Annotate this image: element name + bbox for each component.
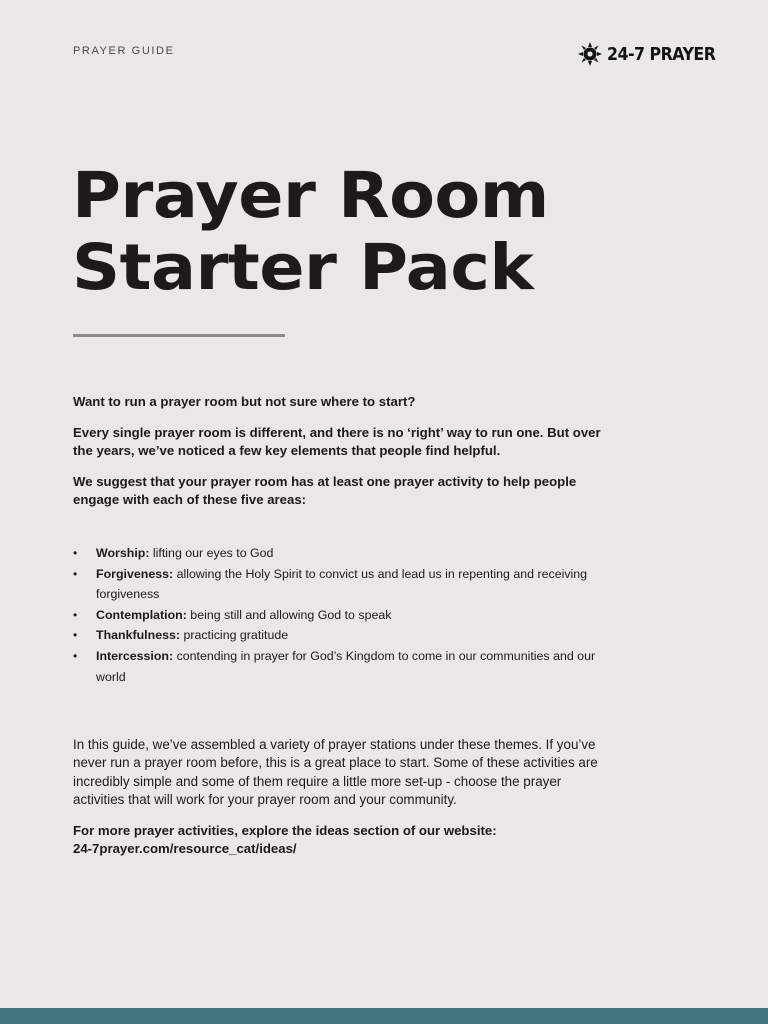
footer-bar [0,1008,768,1024]
area-term: Intercession: [96,648,174,663]
intro-suggest: We suggest that your prayer room has at least one prayer activity to help people engage with each of these five areas: [73,474,577,507]
area-term: Worship: [96,546,150,560]
area-term: Thankfulness: [96,628,180,643]
area-term: Forgiveness: [96,566,174,581]
brand-logo[interactable] [577,41,730,67]
list-item-intercession [73,646,603,687]
brand-logo-text: 24-7 PRAYER [607,43,716,65]
list-item-thankfulness [73,625,603,646]
area-term: Contemplation: [96,607,187,622]
eyebrow-label: PRAYER GUIDE [73,45,175,57]
list-item-contemplation [73,605,603,626]
bullet-icon: • [73,566,78,581]
area-desc: allowing the Holy Spirit to convict us and lead us in repenting and receiving forgiveness [96,566,588,602]
website-link[interactable]: 24-7prayer.com/resource_cat/ideas/ [73,840,297,856]
list-item-forgiveness [73,564,603,605]
areas-list [73,543,603,687]
bullet-icon: • [73,628,78,643]
bullet-icon: • [73,607,78,622]
area-desc: practicing gratitude [180,628,289,643]
more-activities [73,822,603,858]
list-item-worship [73,543,603,564]
bullet-icon: • [73,648,78,663]
flame-star-icon [577,41,603,67]
page-title [72,160,672,304]
bullet-icon: • [73,546,78,560]
page-title-line-2: Starter Pack [72,231,534,304]
guide-paragraph: In this guide, we’ve assembled a variety of prayer stations under these themes. If you’ve never run a prayer room before, this is a great place to start. Some of these activities are incredibly simple and some of them require a little more set-up - choose the prayer activities that will work for your prayer room and your community. [73,737,598,807]
area-desc: being still and allowing God to speak [186,607,392,622]
title-divider [73,334,285,337]
body-content [73,393,603,871]
page-title-line-1: Prayer Room [72,159,549,232]
area-desc: contending in prayer for God’s Kingdom to come in our communities and our world [96,648,596,684]
more-activities-text: For more prayer activities, explore the ideas section of our website: [73,822,497,838]
intro-question: Want to run a prayer room but not sure where to start? [73,394,416,409]
area-desc: lifting our eyes to God [149,546,274,560]
intro-different: Every single prayer room is different, and there is no ‘right’ way to run one. But over the years, we’ve noticed a few key elements that people find helpful. [73,425,601,458]
